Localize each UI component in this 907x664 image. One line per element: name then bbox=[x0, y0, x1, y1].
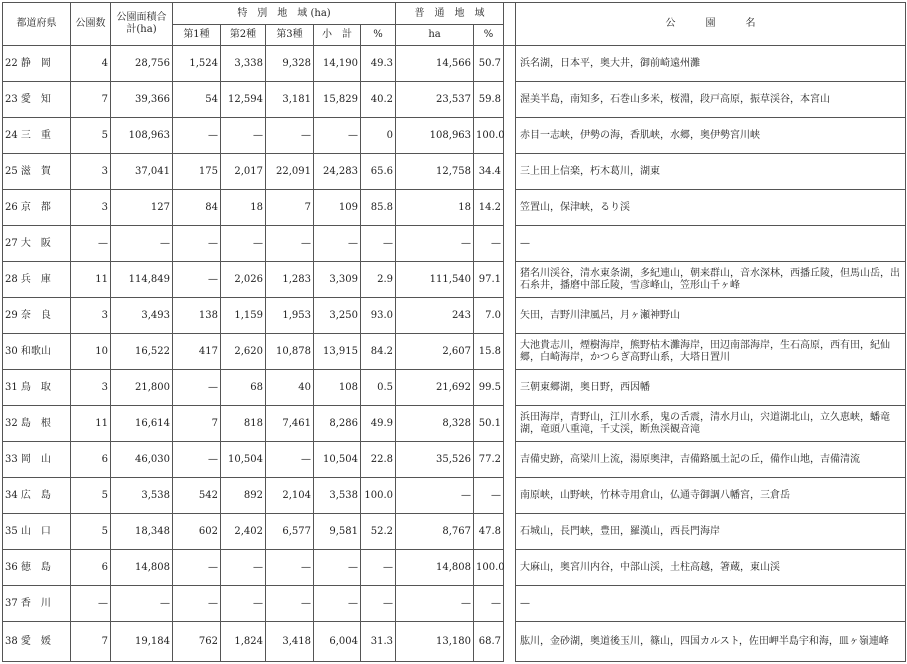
park-count-cell: 4 bbox=[71, 46, 111, 82]
prefecture-cell: 37 香 川 bbox=[3, 586, 71, 622]
ordinary-percent-cell: 15.8 bbox=[474, 334, 504, 370]
class2-cell: — bbox=[221, 226, 266, 262]
percent-cell: 85.8 bbox=[361, 190, 396, 226]
prefecture-cell: 36 徳 島 bbox=[3, 550, 71, 586]
area-total-cell: 3,538 bbox=[111, 478, 173, 514]
class1-cell: 7 bbox=[173, 406, 221, 442]
subtotal-cell: 3,309 bbox=[314, 262, 361, 298]
table-row bbox=[3, 154, 906, 190]
prefecture-cell: 38 愛 媛 bbox=[3, 622, 71, 662]
ordinary-ha-cell: 12,758 bbox=[396, 154, 474, 190]
percent-cell: 0.5 bbox=[361, 370, 396, 406]
class2-cell: — bbox=[221, 550, 266, 586]
ordinary-percent-cell: — bbox=[474, 226, 504, 262]
subtotal-cell: 15,829 bbox=[314, 82, 361, 118]
column-gap bbox=[504, 226, 516, 262]
area-total-cell: 108,963 bbox=[111, 118, 173, 154]
park-count-cell: 3 bbox=[71, 370, 111, 406]
ordinary-ha-cell: 108,963 bbox=[396, 118, 474, 154]
prefecture-cell: 28 兵 庫 bbox=[3, 262, 71, 298]
table-row bbox=[3, 442, 906, 478]
class2-cell: 18 bbox=[221, 190, 266, 226]
area-total-cell: 16,614 bbox=[111, 406, 173, 442]
subtotal-cell: 3,538 bbox=[314, 478, 361, 514]
table-row bbox=[3, 514, 906, 550]
class1-cell: — bbox=[173, 262, 221, 298]
table-row bbox=[3, 622, 906, 662]
class2-cell: 2,402 bbox=[221, 514, 266, 550]
column-gap bbox=[504, 262, 516, 298]
class3-cell: 6,577 bbox=[266, 514, 314, 550]
class1-cell: 762 bbox=[173, 622, 221, 662]
subtotal-cell: 108 bbox=[314, 370, 361, 406]
percent-cell: 40.2 bbox=[361, 82, 396, 118]
class3-cell: 2,104 bbox=[266, 478, 314, 514]
table-row bbox=[3, 586, 906, 622]
ordinary-percent-cell: 50.1 bbox=[474, 406, 504, 442]
class2-cell: 12,594 bbox=[221, 82, 266, 118]
class2-cell: 1,159 bbox=[221, 298, 266, 334]
area-total-cell: 39,366 bbox=[111, 82, 173, 118]
prefecture-cell: 27 大 阪 bbox=[3, 226, 71, 262]
park-names-cell: 石城山，長門峡，豊田，羅漢山，西長門海岸 bbox=[516, 514, 906, 550]
area-total-cell: — bbox=[111, 586, 173, 622]
class2-cell: — bbox=[221, 586, 266, 622]
park-names-cell: 渥美半島，南知多，石巻山多米，桜淵，段戸高原，振草渓谷，本宮山 bbox=[516, 82, 906, 118]
column-gap bbox=[504, 442, 516, 478]
column-gap bbox=[504, 514, 516, 550]
ordinary-ha-cell: 21,692 bbox=[396, 370, 474, 406]
class1-cell: 542 bbox=[173, 478, 221, 514]
prefecture-cell: 22 静 岡 bbox=[3, 46, 71, 82]
ordinary-ha-cell: 18 bbox=[396, 190, 474, 226]
area-total-cell: 28,756 bbox=[111, 46, 173, 82]
park-count-cell: — bbox=[71, 586, 111, 622]
park-count-cell: 3 bbox=[71, 190, 111, 226]
park-names-cell: 猪名川渓谷，清水東条湖，多紀連山，朝来群山，音水深林，西播丘陵，但馬山岳，出石糸井，播磨中部丘陵，雪彦峰山，笠形山千ヶ峰 bbox=[516, 262, 906, 298]
park-count-cell: 3 bbox=[71, 154, 111, 190]
prefecture-cell: 34 広 島 bbox=[3, 478, 71, 514]
column-gap bbox=[504, 334, 516, 370]
header-ha: ha bbox=[396, 25, 474, 46]
table-row bbox=[3, 370, 906, 406]
class1-cell: — bbox=[173, 118, 221, 154]
table-row bbox=[3, 406, 906, 442]
subtotal-cell: 14,190 bbox=[314, 46, 361, 82]
park-count-cell: — bbox=[71, 226, 111, 262]
area-total-cell: 19,184 bbox=[111, 622, 173, 662]
header-prefecture: 都道府県 bbox=[3, 3, 71, 46]
ordinary-percent-cell: 100.0 bbox=[474, 550, 504, 586]
class3-cell: 7 bbox=[266, 190, 314, 226]
park-count-cell: 5 bbox=[71, 514, 111, 550]
area-total-cell: 21,800 bbox=[111, 370, 173, 406]
park-names-cell: 吉備史跡，高梁川上流，湯原奥津，吉備路風土記の丘，備作山地，吉備清流 bbox=[516, 442, 906, 478]
ordinary-percent-cell: 97.1 bbox=[474, 262, 504, 298]
ordinary-percent-cell: 14.2 bbox=[474, 190, 504, 226]
header-ordinary-zone: 普 通 地 域 bbox=[396, 3, 504, 25]
class1-cell: — bbox=[173, 226, 221, 262]
header-class3: 第3種 bbox=[266, 25, 314, 46]
class1-cell: 417 bbox=[173, 334, 221, 370]
ordinary-ha-cell: 23,537 bbox=[396, 82, 474, 118]
class2-cell: — bbox=[221, 118, 266, 154]
park-count-cell: 10 bbox=[71, 334, 111, 370]
subtotal-cell: 10,504 bbox=[314, 442, 361, 478]
class3-cell: — bbox=[266, 586, 314, 622]
park-count-cell: 6 bbox=[71, 550, 111, 586]
class3-cell: 7,461 bbox=[266, 406, 314, 442]
header-class2: 第2種 bbox=[221, 25, 266, 46]
percent-cell: 49.9 bbox=[361, 406, 396, 442]
park-names-cell: — bbox=[516, 586, 906, 622]
column-gap bbox=[504, 406, 516, 442]
park-names-cell: 肱川，金砂湖，奥道後玉川，篠山，四国カルスト，佐田岬半島宇和海，皿ヶ嶺連峰 bbox=[516, 622, 906, 662]
prefecture-cell: 23 愛 知 bbox=[3, 82, 71, 118]
column-gap bbox=[504, 3, 516, 46]
column-gap bbox=[504, 46, 516, 82]
prefecture-cell: 32 島 根 bbox=[3, 406, 71, 442]
ordinary-percent-cell: 59.8 bbox=[474, 82, 504, 118]
class3-cell: — bbox=[266, 442, 314, 478]
park-names-cell: 大池貴志川，煙樹海岸，熊野枯木灘海岸，田辺南部海岸，生石高原，西有田，紀仙郷，白崎海岸，かつらぎ高野山系，大塔日置川 bbox=[516, 334, 906, 370]
prefecture-cell: 31 鳥 取 bbox=[3, 370, 71, 406]
column-gap bbox=[504, 82, 516, 118]
ordinary-percent-cell: 77.2 bbox=[474, 442, 504, 478]
class3-cell: 1,953 bbox=[266, 298, 314, 334]
class3-cell: — bbox=[266, 118, 314, 154]
column-gap bbox=[504, 550, 516, 586]
class2-cell: 2,026 bbox=[221, 262, 266, 298]
percent-cell: 31.3 bbox=[361, 622, 396, 662]
percent-cell: 84.2 bbox=[361, 334, 396, 370]
prefecture-cell: 25 滋 賀 bbox=[3, 154, 71, 190]
park-statistics-table bbox=[2, 2, 906, 662]
park-count-cell: 5 bbox=[71, 118, 111, 154]
percent-cell: 49.3 bbox=[361, 46, 396, 82]
subtotal-cell: — bbox=[314, 586, 361, 622]
ordinary-ha-cell: 14,808 bbox=[396, 550, 474, 586]
ordinary-ha-cell: 14,566 bbox=[396, 46, 474, 82]
table-row bbox=[3, 334, 906, 370]
class2-cell: 1,824 bbox=[221, 622, 266, 662]
ordinary-percent-cell: 7.0 bbox=[474, 298, 504, 334]
percent-cell: 0 bbox=[361, 118, 396, 154]
class1-cell: — bbox=[173, 550, 221, 586]
class3-cell: — bbox=[266, 226, 314, 262]
header-subtotal: 小 計 bbox=[314, 25, 361, 46]
column-gap bbox=[504, 370, 516, 406]
table-row bbox=[3, 478, 906, 514]
percent-cell: — bbox=[361, 586, 396, 622]
percent-cell: 100.0 bbox=[361, 478, 396, 514]
prefecture-cell: 24 三 重 bbox=[3, 118, 71, 154]
class1-cell: 54 bbox=[173, 82, 221, 118]
subtotal-cell: 13,915 bbox=[314, 334, 361, 370]
class3-cell: 10,878 bbox=[266, 334, 314, 370]
park-names-cell: 笠置山，保津峡，るり渓 bbox=[516, 190, 906, 226]
ordinary-percent-cell: — bbox=[474, 586, 504, 622]
park-count-cell: 11 bbox=[71, 406, 111, 442]
ordinary-ha-cell: 35,526 bbox=[396, 442, 474, 478]
header-special-zone: 特 別 地 域 (ha) bbox=[173, 3, 396, 25]
class2-cell: 3,338 bbox=[221, 46, 266, 82]
prefecture-cell: 35 山 口 bbox=[3, 514, 71, 550]
class1-cell: — bbox=[173, 370, 221, 406]
header-park-count: 公園数 bbox=[71, 3, 111, 46]
class3-cell: — bbox=[266, 550, 314, 586]
column-gap bbox=[504, 622, 516, 662]
prefecture-cell: 29 奈 良 bbox=[3, 298, 71, 334]
header-class1: 第1種 bbox=[173, 25, 221, 46]
class2-cell: 818 bbox=[221, 406, 266, 442]
subtotal-cell: 8,286 bbox=[314, 406, 361, 442]
column-gap bbox=[504, 154, 516, 190]
subtotal-cell: 9,581 bbox=[314, 514, 361, 550]
header-percent-ordinary: % bbox=[474, 25, 504, 46]
subtotal-cell: — bbox=[314, 118, 361, 154]
ordinary-percent-cell: 68.7 bbox=[474, 622, 504, 662]
ordinary-percent-cell: 99.5 bbox=[474, 370, 504, 406]
park-names-cell: 南原峡，山野峡，竹林寺用倉山，仏通寺御調八幡宮，三倉岳 bbox=[516, 478, 906, 514]
ordinary-percent-cell: 47.8 bbox=[474, 514, 504, 550]
column-gap bbox=[504, 586, 516, 622]
class1-cell: 84 bbox=[173, 190, 221, 226]
ordinary-percent-cell: — bbox=[474, 478, 504, 514]
class1-cell: 138 bbox=[173, 298, 221, 334]
class3-cell: 1,283 bbox=[266, 262, 314, 298]
header-percent: % bbox=[361, 25, 396, 46]
percent-cell: — bbox=[361, 550, 396, 586]
percent-cell: 2.9 bbox=[361, 262, 396, 298]
table-row bbox=[3, 190, 906, 226]
class2-cell: 892 bbox=[221, 478, 266, 514]
ordinary-percent-cell: 100.0 bbox=[474, 118, 504, 154]
column-gap bbox=[504, 298, 516, 334]
park-count-cell: 7 bbox=[71, 82, 111, 118]
park-names-cell: 赤目一志峡，伊勢の海，香肌峡，水郷，奥伊勢宮川峡 bbox=[516, 118, 906, 154]
prefecture-cell: 26 京 都 bbox=[3, 190, 71, 226]
park-count-cell: 7 bbox=[71, 622, 111, 662]
class3-cell: 22,091 bbox=[266, 154, 314, 190]
prefecture-cell: 33 岡 山 bbox=[3, 442, 71, 478]
ordinary-ha-cell: 13,180 bbox=[396, 622, 474, 662]
area-total-cell: 46,030 bbox=[111, 442, 173, 478]
park-names-cell: 矢田，吉野川津風呂，月ヶ瀬神野山 bbox=[516, 298, 906, 334]
class3-cell: 3,181 bbox=[266, 82, 314, 118]
ordinary-ha-cell: 111,540 bbox=[396, 262, 474, 298]
subtotal-cell: — bbox=[314, 550, 361, 586]
subtotal-cell: 6,004 bbox=[314, 622, 361, 662]
table-row bbox=[3, 298, 906, 334]
area-total-cell: 37,041 bbox=[111, 154, 173, 190]
subtotal-cell: 24,283 bbox=[314, 154, 361, 190]
area-total-cell: 127 bbox=[111, 190, 173, 226]
percent-cell: 65.6 bbox=[361, 154, 396, 190]
table-row bbox=[3, 226, 906, 262]
class1-cell: — bbox=[173, 586, 221, 622]
percent-cell: 22.8 bbox=[361, 442, 396, 478]
header-area-total: 公園面積合 計(ha) bbox=[111, 3, 173, 46]
area-total-cell: 18,348 bbox=[111, 514, 173, 550]
class2-cell: 2,017 bbox=[221, 154, 266, 190]
subtotal-cell: 3,250 bbox=[314, 298, 361, 334]
table-row bbox=[3, 46, 906, 82]
class2-cell: 2,620 bbox=[221, 334, 266, 370]
area-total-cell: 3,493 bbox=[111, 298, 173, 334]
park-names-cell: — bbox=[516, 226, 906, 262]
column-gap bbox=[504, 190, 516, 226]
ordinary-ha-cell: — bbox=[396, 226, 474, 262]
class1-cell: 175 bbox=[173, 154, 221, 190]
table-row bbox=[3, 262, 906, 298]
ordinary-ha-cell: 2,607 bbox=[396, 334, 474, 370]
percent-cell: — bbox=[361, 226, 396, 262]
table-row bbox=[3, 82, 906, 118]
class3-cell: 9,328 bbox=[266, 46, 314, 82]
class2-cell: 68 bbox=[221, 370, 266, 406]
park-names-cell: 浜田海岸，青野山，江川水系，鬼の舌震，清水月山，宍道湖北山，立久恵峡，蟠竜湖，竜頭八重滝，千丈渓，断魚渓観音滝 bbox=[516, 406, 906, 442]
prefecture-cell: 30 和歌山 bbox=[3, 334, 71, 370]
area-total-cell: 14,808 bbox=[111, 550, 173, 586]
ordinary-ha-cell: 8,767 bbox=[396, 514, 474, 550]
ordinary-percent-cell: 34.4 bbox=[474, 154, 504, 190]
class1-cell: 602 bbox=[173, 514, 221, 550]
area-total-cell: 16,522 bbox=[111, 334, 173, 370]
park-count-cell: 3 bbox=[71, 298, 111, 334]
park-names-cell: 三朝東郷湖，奥日野，西因幡 bbox=[516, 370, 906, 406]
area-total-cell: 114,849 bbox=[111, 262, 173, 298]
percent-cell: 93.0 bbox=[361, 298, 396, 334]
park-count-cell: 5 bbox=[71, 478, 111, 514]
ordinary-ha-cell: 243 bbox=[396, 298, 474, 334]
area-total-cell: — bbox=[111, 226, 173, 262]
park-names-cell: 大麻山，奥宮川内谷，中部山渓，土柱高越，箸蔵，東山渓 bbox=[516, 550, 906, 586]
class1-cell: 1,524 bbox=[173, 46, 221, 82]
header-row-1 bbox=[3, 3, 906, 25]
park-count-cell: 11 bbox=[71, 262, 111, 298]
table-row bbox=[3, 550, 906, 586]
class1-cell: — bbox=[173, 442, 221, 478]
ordinary-ha-cell: — bbox=[396, 586, 474, 622]
percent-cell: 52.2 bbox=[361, 514, 396, 550]
table-row bbox=[3, 118, 906, 154]
class3-cell: 40 bbox=[266, 370, 314, 406]
class3-cell: 3,418 bbox=[266, 622, 314, 662]
ordinary-ha-cell: 8,328 bbox=[396, 406, 474, 442]
park-names-cell: 三上田上信楽，朽木葛川，湖東 bbox=[516, 154, 906, 190]
column-gap bbox=[504, 478, 516, 514]
subtotal-cell: — bbox=[314, 226, 361, 262]
ordinary-ha-cell: — bbox=[396, 478, 474, 514]
park-names-cell: 浜名湖，日本平，奥大井，御前崎遠州灘 bbox=[516, 46, 906, 82]
class2-cell: 10,504 bbox=[221, 442, 266, 478]
subtotal-cell: 109 bbox=[314, 190, 361, 226]
column-gap bbox=[504, 118, 516, 154]
header-park-names: 公 園 名 bbox=[516, 3, 906, 46]
ordinary-percent-cell: 50.7 bbox=[474, 46, 504, 82]
park-count-cell: 6 bbox=[71, 442, 111, 478]
